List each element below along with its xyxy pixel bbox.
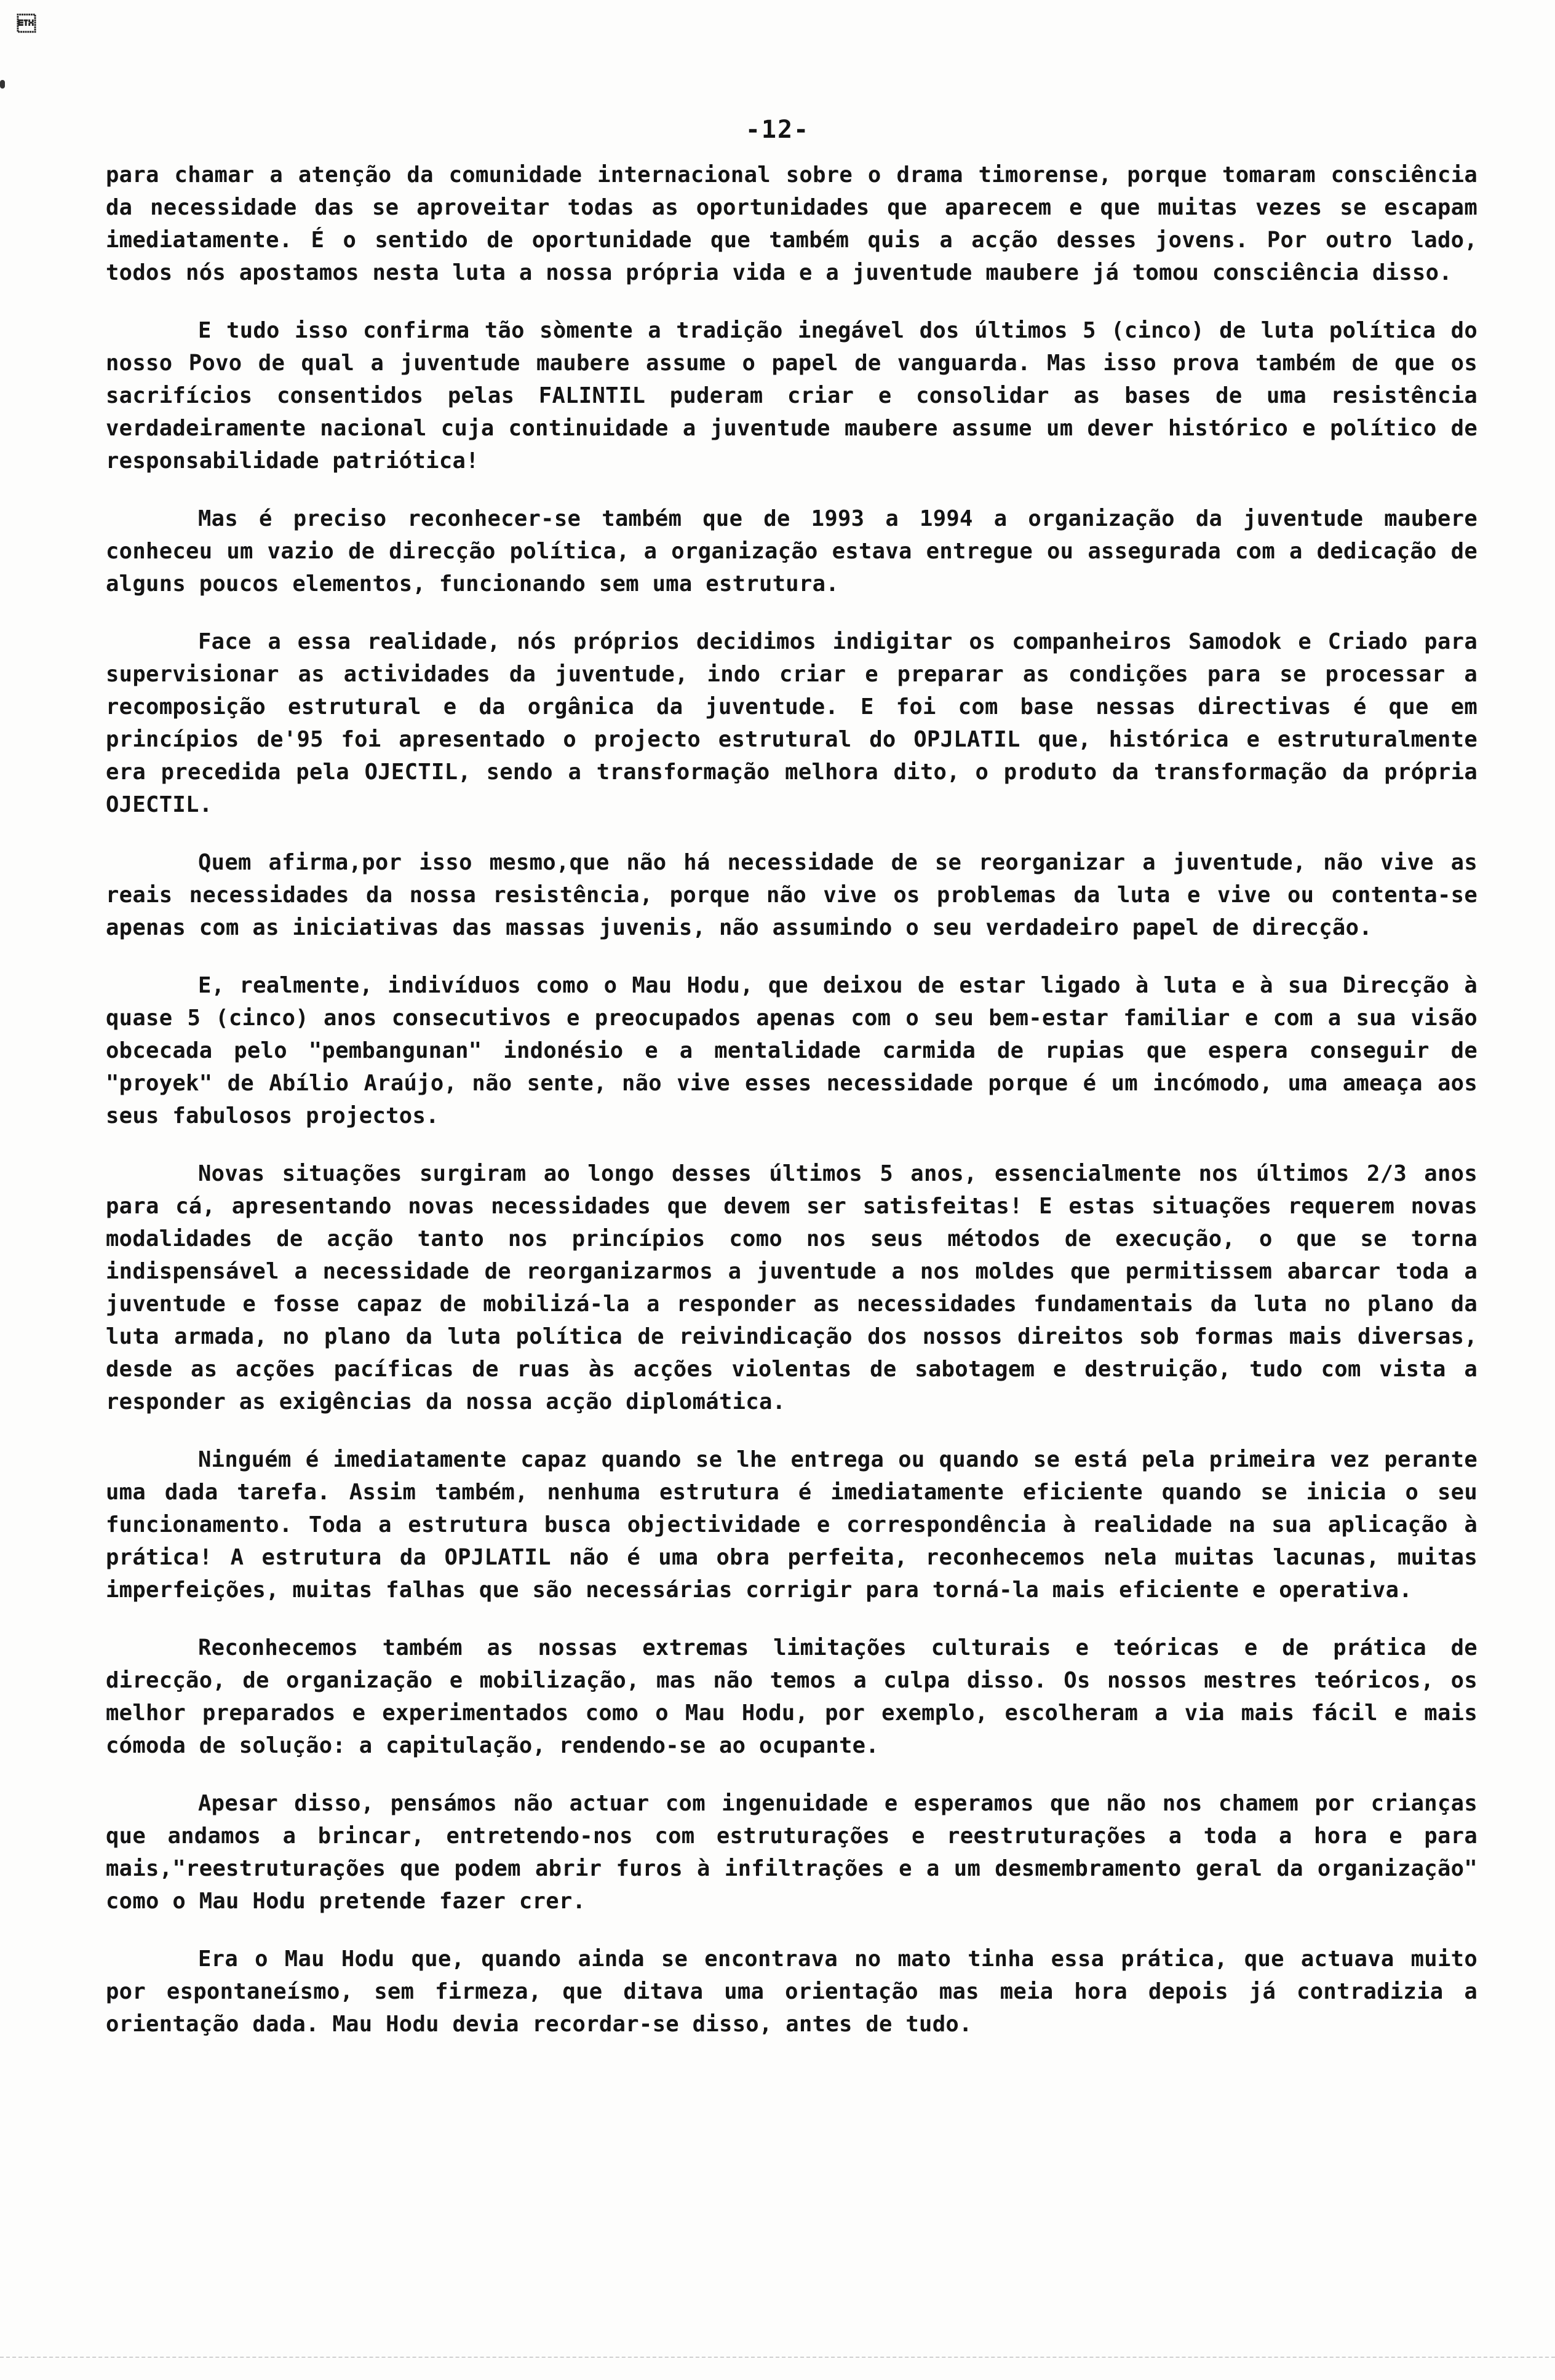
paragraph-3: Mas é preciso reconhecer-se também que de 1993 a 1994 a organização da juventude maubere conheceu um vazio de direcção política, a organização estava entregue ou assegurada com a dedicação de alguns poucos elementos, funcionando sem uma estrutura. bbox=[106, 506, 1477, 597]
paragraph-7: Novas situações surgiram ao longo desses últimos 5 anos, essencialmente nos últimos 2/3 anos para cá, apresentando novas necessidades que devem ser satisfeitas! E estas situações requerem novas modalidades de acção tanto nos princípios como nos seus métodos de execução, o que se torna indispensável a necessidade de reorganizarmos a juventude a nos moldes que permitissem abarcar toda a juventude e fosse capaz de mobilizá-la a responder as necessidades fundamentais da luta no plano da luta armada, no plano da luta política de reivindicação dos nossos direitos sob formas mais diversas, desde as acções pacíficas de ruas às acções violentas de sabotagem e destruição, tudo com vista a responder as exigências da nossa acção diplomática. bbox=[106, 1161, 1477, 1414]
paragraph-4: Face a essa realidade, nós próprios decidimos indigitar os companheiros Samodok e Criado para supervisionar as actividades da juventude, indo criar e preparar as condições para se processar a recomposição estrutural e da orgânica da juventude. E foi com base nessas directivas é que em princípios de'95 foi apresentado o projecto estrutural do OPJLATIL que, histórica e estruturalmente era precedida pela OJECTIL, sendo a transformação melhora dito, o produto da transformação da própria OJECTIL. bbox=[106, 629, 1477, 817]
paragraph-10: Apesar disso, pensámos não actuar com ingenuidade e esperamos que não nos chamem por crianças que andamos a brincar, entretendo-nos com estruturações e reestruturações a toda a hora e para mais,"reestruturações que podem abrir furos à infiltrações e a um desmembramento geral da organização" como o Mau Hodu pretende fazer crer. bbox=[106, 1791, 1477, 1914]
paragraph-1: para chamar a atenção da comunidade internacional sobre o drama timorense, porque tomaram consciência da necessidade das se aproveitar todas as oportunidades que aparecem e que muitas vezes se escapam imediatamente. É o sentido de oportunidade que também quis a acção desses jovens. Por outro lado, todos nós apostamos nesta luta a nossa própria vida e a juventude maubere já tomou consciência disso. bbox=[106, 162, 1477, 285]
corner-mark:  bbox=[17, 14, 36, 35]
paragraph-6: E, realmente, indivíduos como o Mau Hodu, que deixou de estar ligado à luta e à sua Direcção à quase 5 (cinco) anos consecutivos e preocupados apenas com o seu bem-estar familiar e com a sua visão obcecada pelo "pembangunan" indonésio e a mentalidade carmida de rupias que espera conseguir de "proyek" de Abílio Araújo, não sente, não vive esses necessidade porque é um incómodo, uma ameaça aos seus fabulosos projectos. bbox=[106, 973, 1477, 1129]
paragraph-5: Quem afirma,por isso mesmo,que não há necessidade de se reorganizar a juventude, não vive as reais necessidades da nossa resistência, porque não vive os problemas da luta e vive ou contenta-se apenas com as iniciativas das massas juvenis, não assumindo o seu verdadeiro papel de direcção. bbox=[106, 850, 1477, 940]
paragraph-9: Reconhecemos também as nossas extremas limitações culturais e teóricas e de prática de direcção, de organização e mobilização, mas não temos a culpa disso. Os nossos mestres teóricos, os melhor preparados e experimentados como o Mau Hodu, por exemplo, escolheram a via mais fácil e mais cómoda de solução: a capitulação, rendendo-se ao ocupante. bbox=[106, 1635, 1477, 1758]
scan-edge-noise bbox=[0, 2357, 1555, 2358]
page-number: -12- bbox=[745, 116, 810, 144]
body-text bbox=[106, 159, 1477, 2066]
paragraph-11: Era o Mau Hodu que, quando ainda se encontrava no mato tinha essa prática, que actuava muito por espontaneísmo, sem firmeza, que ditava uma orientação mas meia hora depois já contradizia a orientação dada. Mau Hodu devia recordar-se disso, antes de tudo. bbox=[106, 1946, 1477, 2037]
paragraph-8: Ninguém é imediatamente capaz quando se lhe entrega ou quando se está pela primeira vez perante uma dada tarefa. Assim também, nenhuma estrutura é imediatamente eficiente quando se inicia o seu funcionamento. Toda a estrutura busca objectividade e correspondência à realidade na sua aplicação à prática! A estrutura da OPJLATIL não é uma obra perfeita, reconhecemos nela muitas lacunas, muitas imperfeições, muitas falhas que são necessárias corrigir para torná-la mais eficiente e operativa. bbox=[106, 1447, 1477, 1603]
binding-hole-mark bbox=[0, 80, 5, 89]
paragraph-2: E tudo isso confirma tão sòmente a tradição inegável dos últimos 5 (cinco) de luta política do nosso Povo de qual a juventude maubere assume o papel de vanguarda. Mas isso prova também de que os sacrifícios consentidos pelas FALINTIL puderam criar e consolidar as bases de uma resistência verdadeiramente nacional cuja continuidade a juventude maubere assume um dever histórico e político de responsabilidade patriótica! bbox=[106, 318, 1477, 474]
